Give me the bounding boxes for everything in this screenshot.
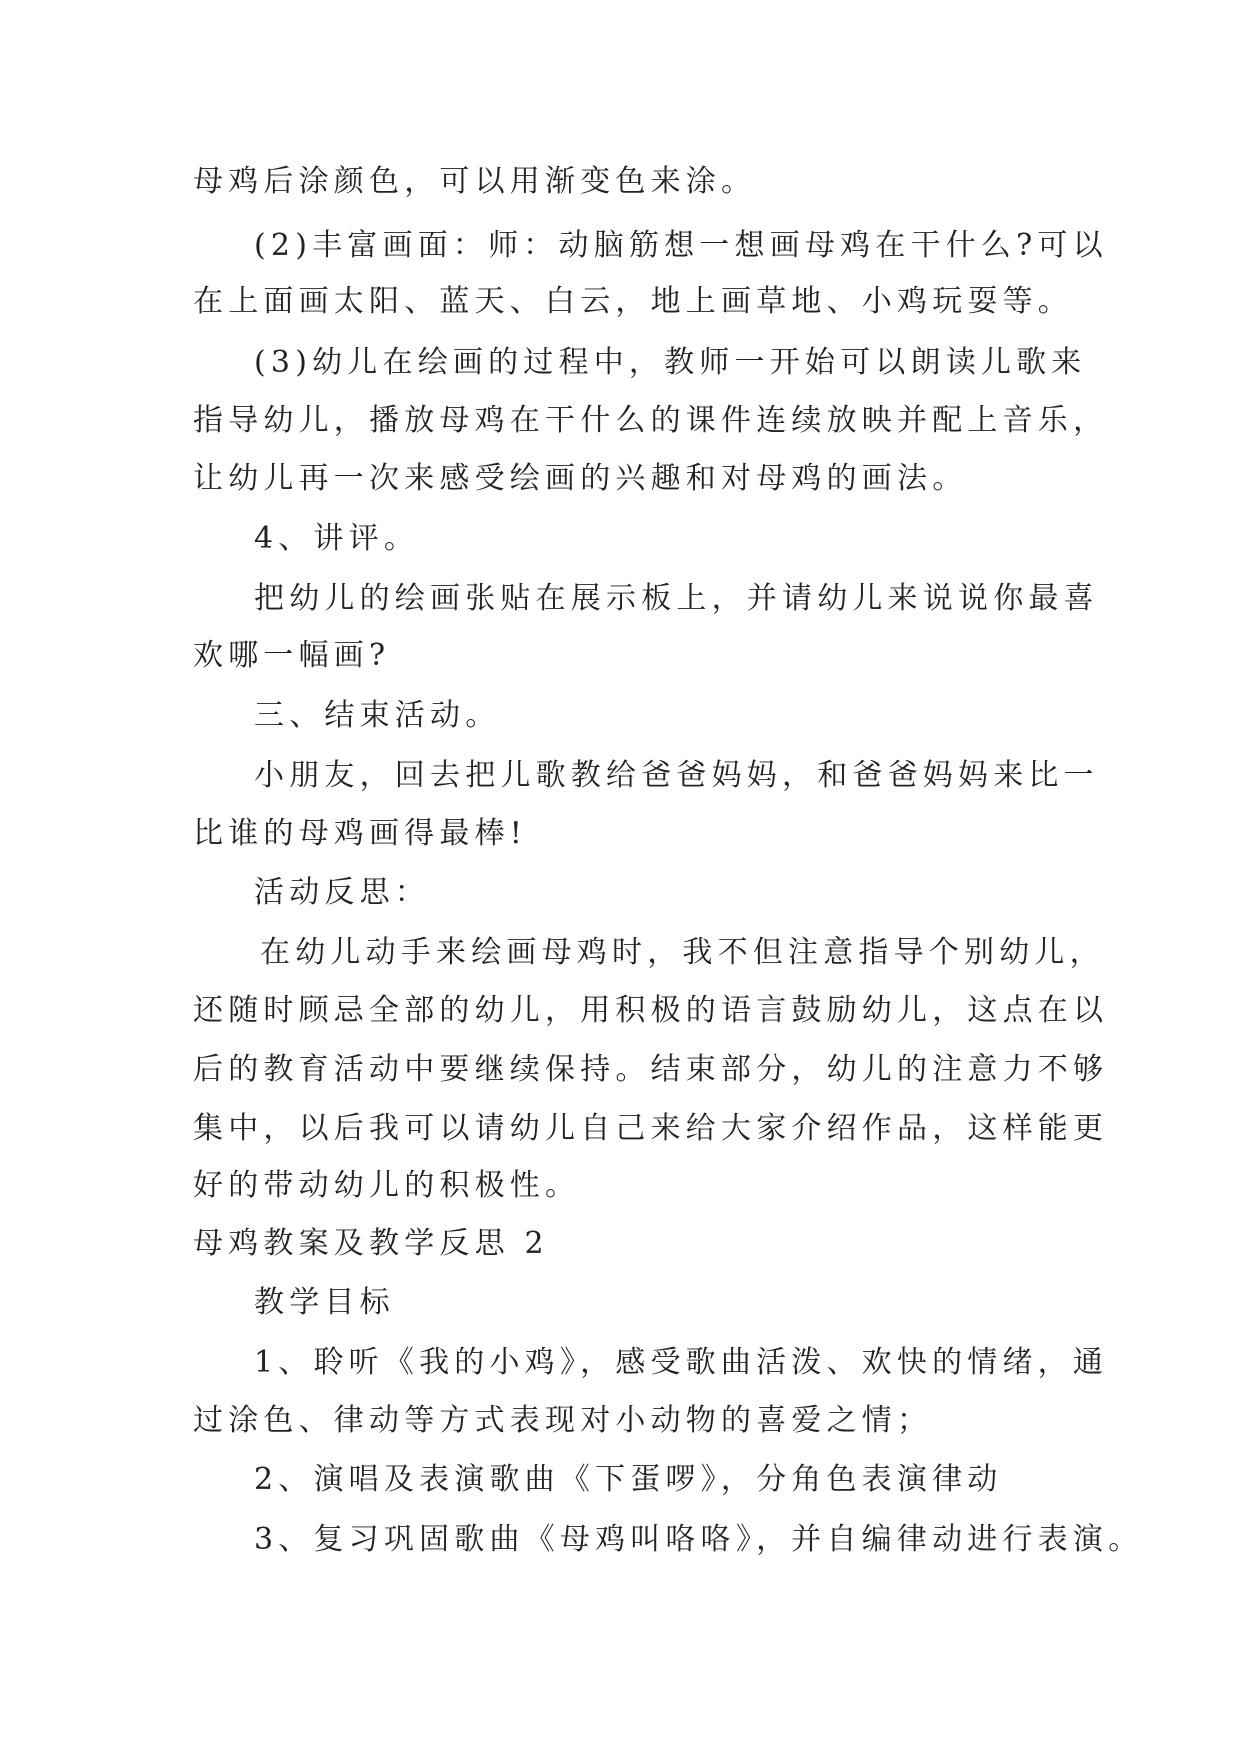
list-item: 3、复习巩固歌曲《母鸡叫咯咯》，并自编律动进行表演。	[254, 1522, 1144, 1557]
paragraph-line: 在上面画太阳、蓝天、白云，地上画草地、小鸡玩耍等。	[193, 284, 1073, 319]
paragraph-line: 后的教育活动中要继续保持。结束部分，幼儿的注意力不够	[193, 1052, 1109, 1087]
section-heading: 4、讲评。	[254, 521, 420, 556]
paragraph-line: 集中，以后我可以请幼儿自己来给大家介绍作品，这样能更	[193, 1111, 1109, 1146]
paragraph-line: 在幼儿动手来绘画母鸡时，我不但注意指导个别幼儿，	[260, 935, 1105, 970]
paragraph-line: 指导幼儿，播放母鸡在干什么的课件连续放映并配上音乐，	[193, 403, 1109, 438]
section-heading: 活动反思：	[254, 875, 430, 910]
paragraph-line: (2)丰富画面：师：动脑筋想一想画母鸡在干什么?可以	[254, 228, 1108, 263]
document-title: 母鸡教案及教学反思 2	[193, 1226, 549, 1261]
list-item: 1、聆听《我的小鸡》，感受歌曲活泼、欢快的情绪，通	[254, 1345, 1109, 1380]
paragraph-line: (3)幼儿在绘画的过程中，教师一开始可以朗读儿歌来	[254, 345, 1087, 380]
paragraph-line: 好的带动幼儿的积极性。	[193, 1168, 581, 1203]
paragraph-line: 母鸡后涂颜色，可以用渐变色来涂。	[193, 164, 757, 199]
paragraph-line: 欢哪一幅画?	[193, 638, 391, 673]
paragraph-line: 小朋友，回去把儿歌教给爸爸妈妈，和爸爸妈妈来比一	[254, 758, 1099, 793]
list-item: 过涂色、律动等方式表现对小动物的喜爱之情；	[193, 1403, 933, 1438]
list-item: 2、演唱及表演歌曲《下蛋啰》，分角色表演律动	[254, 1462, 1003, 1497]
paragraph-line: 让幼儿再一次来感受绘画的兴趣和对母鸡的画法。	[193, 461, 968, 496]
paragraph-line: 还随时顾忌全部的幼儿，用积极的语言鼓励幼儿，这点在以	[193, 993, 1109, 1028]
paragraph-line: 比谁的母鸡画得最棒!	[193, 816, 528, 851]
section-heading: 教学目标	[254, 1285, 395, 1320]
section-heading: 三、结束活动。	[254, 698, 501, 733]
paragraph-line: 把幼儿的绘画张贴在展示板上，并请幼儿来说说你最喜	[254, 581, 1099, 616]
